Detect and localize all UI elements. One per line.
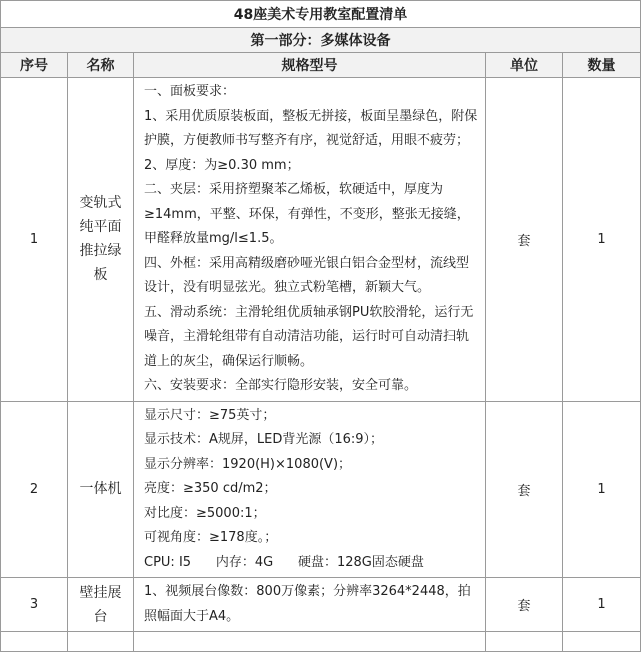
header-name: 名称	[68, 53, 134, 78]
table-row	[1, 401, 641, 578]
spec-line: 显示技术：A规屏，LED背光源（16:9）；	[144, 432, 384, 447]
row-name: 一体机	[68, 401, 134, 578]
header-qty: 数量	[563, 53, 641, 78]
row-name: 变轨式纯平面推拉绿板	[68, 78, 134, 402]
row-unit: 套	[486, 578, 563, 632]
spec-line: 二、夹层：采用挤塑聚苯乙烯板，软硬适中，厚度为≥14mm，平整、环保，有弹性，不变形，整张无接缝，甲醛释放量mg/l≤1.5。	[144, 182, 470, 246]
header-row	[1, 53, 641, 78]
spec-line: 显示分辨率：1920(H)×1080(V)；	[144, 456, 352, 472]
spec-line: 对比度：≥5000:1；	[144, 505, 266, 521]
section-title: 第一部分：多媒体设备	[1, 28, 641, 53]
row-index: 3	[1, 578, 68, 632]
row-spec	[134, 401, 486, 578]
row-index: 1	[1, 78, 68, 402]
spec-line: 一、面板要求：	[144, 84, 236, 99]
spec-line: CPU: I5 内存：4G 硬盘：128G固态硬盘	[144, 554, 424, 570]
row-qty: 1	[563, 578, 641, 632]
spec-line: 显示尺寸：≥75英寸；	[144, 407, 276, 423]
row-spec	[134, 78, 486, 402]
spec-line: 可视角度：≥178度。；	[144, 530, 278, 545]
spec-line: 2、厚度：为≥0.30 mm；	[144, 157, 300, 173]
row-unit: 套	[486, 78, 563, 402]
row-name: 壁挂展台	[68, 578, 134, 632]
header-spec: 规格型号	[134, 53, 486, 78]
table-row	[1, 78, 641, 402]
spec-line: 六、安装要求：全部实行隐形安装，安全可靠。	[144, 378, 418, 393]
row-qty: 1	[563, 78, 641, 402]
row-qty: 1	[563, 401, 641, 578]
table-title: 48座美术专用教室配置清单	[1, 1, 641, 28]
spec-line: 五、滑动系统：主滑轮组优质轴承钢PU软胶滑轮，运行无噪音，主滑轮组带有自动清洁功能，运行时可自动清扫轨道上的灰尘，确保运行顺畅。	[144, 304, 474, 369]
table-row-cutoff	[1, 632, 641, 652]
spec-line: 1、采用优质原装板面，整板无拼接，板面呈墨绿色，附保护膜，方便教师书写整齐有序，视觉舒适，用眼不疲劳；	[144, 108, 478, 148]
row-unit: 套	[486, 401, 563, 578]
header-index: 序号	[1, 53, 68, 78]
spec-line: 1、视频展台像数：800万像素；分辨率3264*2448，拍照幅面大于A4。	[144, 584, 471, 624]
header-unit: 单位	[486, 53, 563, 78]
spec-line: 四、外框：采用高精级磨砂哑光银白铝合金型材，流线型设计，没有明显弦光。独立式粉笔槽，新颖大气。	[144, 255, 470, 295]
spec-line: 亮度：≥350 cd/m2；	[144, 481, 277, 496]
row-index: 2	[1, 401, 68, 578]
